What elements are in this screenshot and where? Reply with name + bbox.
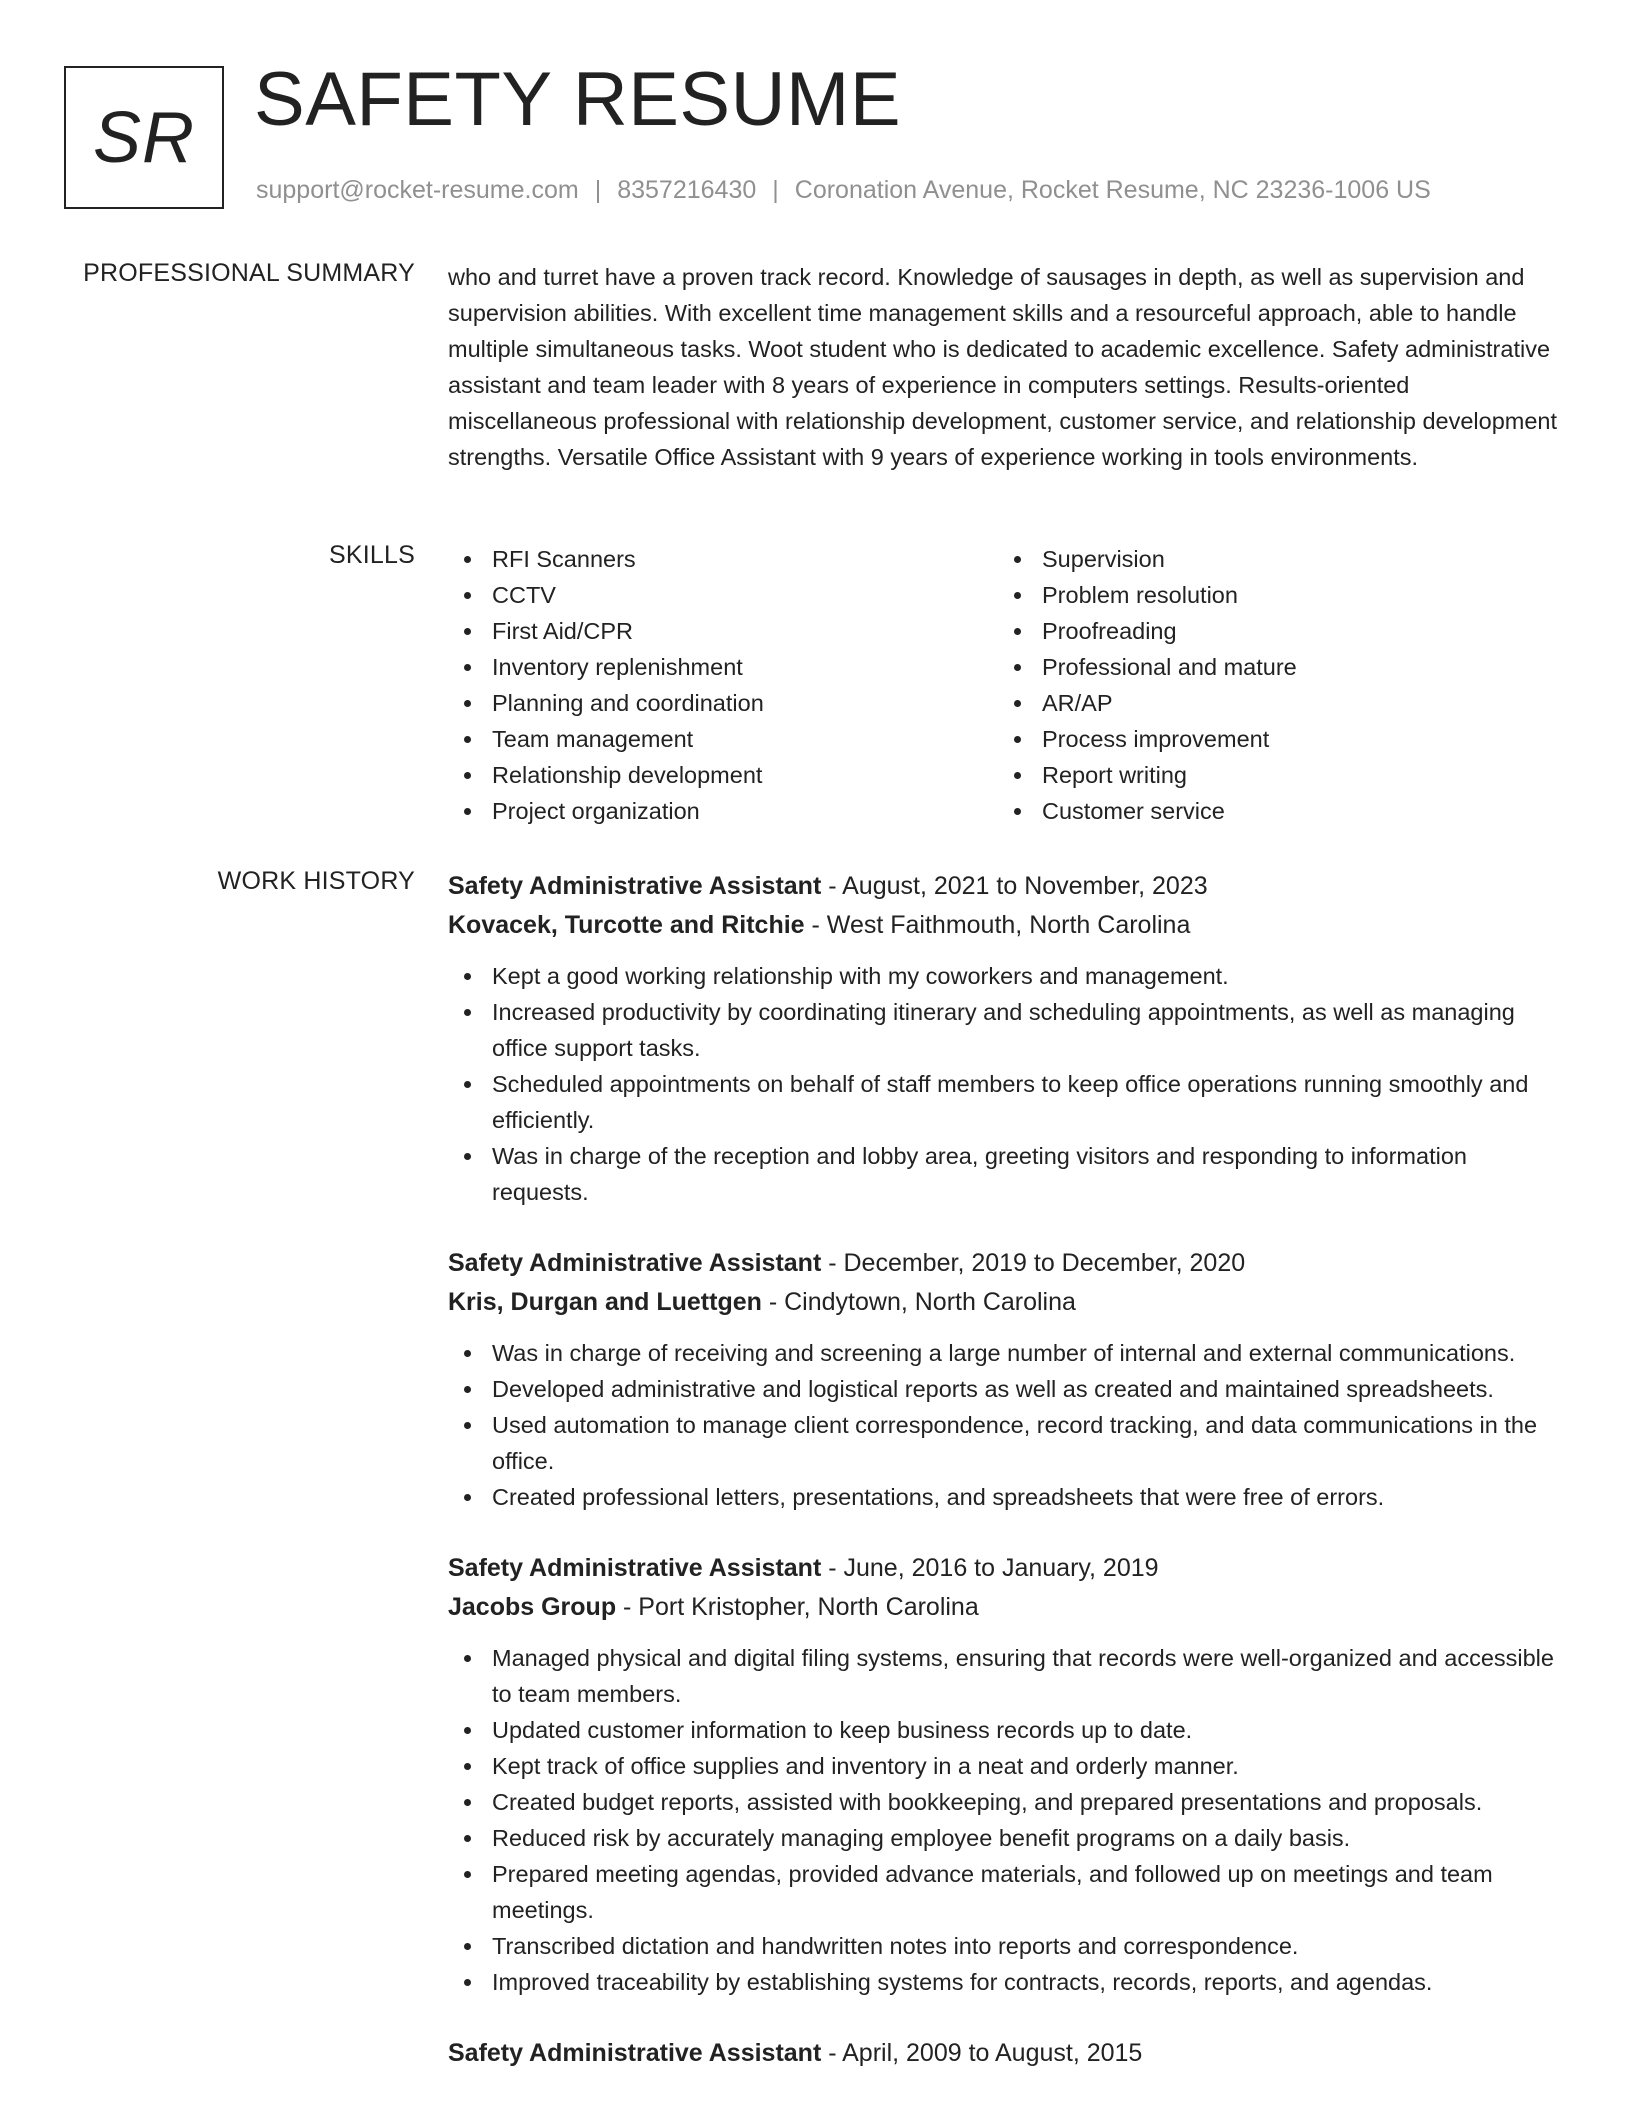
contact-separator: | [772, 176, 779, 204]
skill-item: Customer service [998, 793, 1548, 829]
job-title: Safety Administrative Assistant [448, 2039, 822, 2067]
job-bullet: Increased productivity by coordinating itinerary and scheduling appointments, as well as managing office support tasks. [448, 994, 1558, 1066]
job-bullet: Kept track of office supplies and inventory in a neat and orderly manner. [448, 1748, 1558, 1784]
job-company-line [448, 906, 1558, 945]
monogram-badge [64, 66, 224, 209]
skill-item: Inventory replenishment [448, 649, 998, 685]
skills-column-right [998, 541, 1548, 829]
contact-line [256, 176, 1431, 205]
contact-phone: 8357216430 [617, 176, 757, 204]
skill-item: Relationship development [448, 757, 998, 793]
job-bullet: Managed physical and digital filing systems, ensuring that records were well-organized and accessible to team members. [448, 1640, 1558, 1712]
skill-item: RFI Scanners [448, 541, 998, 577]
job-bullet: Prepared meeting agendas, provided advance materials, and followed up on meetings and team meetings. [448, 1856, 1558, 1928]
job-title-line [448, 1549, 1558, 1588]
job-company-line [448, 1588, 1558, 1627]
skill-item: Report writing [998, 757, 1548, 793]
contact-address: Coronation Avenue, Rocket Resume, NC 23236-1006 US [794, 176, 1431, 204]
job-company: Kris, Durgan and Luettgen [448, 1288, 762, 1316]
job-title-line [448, 867, 1558, 906]
job-entry [448, 1244, 1558, 1515]
job-location: - Cindytown, North Carolina [761, 1288, 1076, 1316]
job-bullets [448, 1640, 1558, 2000]
contact-email: support@rocket-resume.com [256, 176, 579, 204]
job-location: - Port Kristopher, North Carolina [616, 1593, 979, 1621]
job-title-line [448, 1244, 1558, 1283]
job-company: Jacobs Group [448, 1593, 617, 1621]
job-bullet: Was in charge of receiving and screening a large number of internal and external communications. [448, 1335, 1558, 1371]
job-bullet: Created professional letters, presentations, and spreadsheets that were free of errors. [448, 1479, 1558, 1515]
job-company: Kovacek, Turcotte and Ritchie [448, 911, 805, 939]
job-bullet: Reduced risk by accurately managing employee benefit programs on a daily basis. [448, 1820, 1558, 1856]
contact-separator: | [594, 176, 602, 204]
job-bullet: Used automation to manage client correspondence, record tracking, and data communications in the office. [448, 1407, 1558, 1479]
job-entry [448, 867, 1558, 1210]
skill-item: Project organization [448, 793, 998, 829]
skill-item: First Aid/CPR [448, 613, 998, 649]
skill-item: Team management [448, 721, 998, 757]
job-list [448, 867, 1558, 2107]
job-bullet: Transcribed dictation and handwritten notes into reports and correspondence. [448, 1928, 1558, 1964]
job-dates: - April, 2009 to August, 2015 [821, 2039, 1143, 2067]
summary-text: who and turret have a proven track record. Knowledge of sausages in depth, as well as supervision and supervision abilities. With excellent time management skills and a resourceful approach, able to handle multiple simultaneous tasks. Woot student who is dedicated to academic excellence. Safety administrative assistant and team leader with 8 years of experience in computers settings. Results-oriented miscellaneous professional with relationship development, customer service, and relationship development strengths. Versatile Office Assistant with 9 years of experience working in tools environments. [448, 264, 1558, 470]
job-bullet: Was in charge of the reception and lobby area, greeting visitors and responding to information requests. [448, 1138, 1558, 1210]
skill-item: Planning and coordination [448, 685, 998, 721]
initials: SR [92, 97, 196, 178]
summary-heading: PROFESSIONAL SUMMARY [83, 259, 415, 287]
job-title: Safety Administrative Assistant [448, 1554, 822, 1582]
job-entry [448, 1549, 1558, 2000]
job-bullet: Improved traceability by establishing systems for contracts, records, reports, and agendas. [448, 1964, 1558, 2000]
job-dates: - August, 2021 to November, 2023 [821, 872, 1208, 900]
skills-heading: SKILLS [329, 541, 415, 569]
job-bullet: Kept a good working relationship with my coworkers and management. [448, 958, 1558, 994]
resume-title: SAFETY RESUME [254, 57, 902, 142]
job-title: Safety Administrative Assistant [448, 872, 822, 900]
skill-item: Supervision [998, 541, 1548, 577]
job-title: Safety Administrative Assistant [448, 1249, 822, 1277]
skills-column-left [448, 541, 998, 829]
job-dates: - June, 2016 to January, 2019 [821, 1554, 1159, 1582]
job-bullets [448, 1335, 1558, 1515]
skill-item: Proofreading [998, 613, 1548, 649]
skill-item: CCTV [448, 577, 998, 613]
skill-item: AR/AP [998, 685, 1548, 721]
job-location: - West Faithmouth, North Carolina [804, 911, 1191, 939]
job-company-line [448, 1283, 1558, 1322]
job-bullet: Scheduled appointments on behalf of staff members to keep office operations running smoothly and efficiently. [448, 1066, 1558, 1138]
skills-grid [448, 541, 1558, 829]
skill-item: Process improvement [998, 721, 1548, 757]
job-bullet: Developed administrative and logistical reports as well as created and maintained spreadsheets. [448, 1371, 1558, 1407]
job-bullet: Updated customer information to keep business records up to date. [448, 1712, 1558, 1748]
job-bullets [448, 958, 1558, 1210]
job-dates: - December, 2019 to December, 2020 [821, 1249, 1246, 1277]
skill-item: Professional and mature [998, 649, 1548, 685]
skill-item: Problem resolution [998, 577, 1548, 613]
job-bullet: Created budget reports, assisted with bookkeeping, and prepared presentations and proposals. [448, 1784, 1558, 1820]
job-entry [448, 2034, 1558, 2073]
work-history-heading: WORK HISTORY [217, 867, 415, 895]
job-title-line [448, 2034, 1558, 2073]
